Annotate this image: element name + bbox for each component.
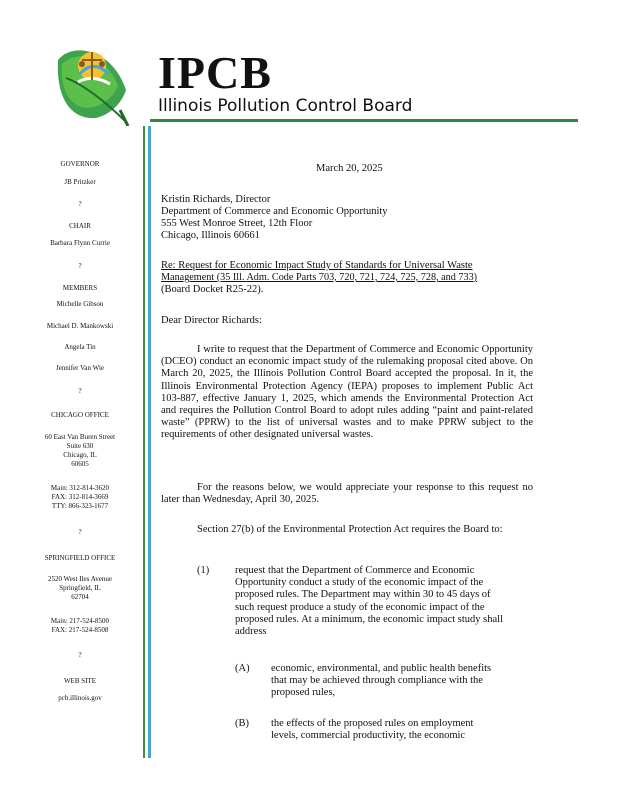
sidebar-chicago-main: Main: 312-814-3620	[50, 484, 110, 492]
body-paragraph: Section 27(b) of the Environmental Protection Act requires the Board to:	[197, 524, 503, 535]
sidebar-member: Jennifer Van Wie	[55, 364, 105, 372]
list-item-label: (1)	[197, 565, 210, 576]
list-item-text: the effects of the proposed rules on employment levels, commercial productivity, the economic	[271, 718, 474, 742]
list-item-text: request that the Department of Commerce and Economic Opportunity conduct a study of the economic impact of the proposed rules. The Department may within 30 to 45 days of such request produce a study of the economic impact of the proposed rules. At a minimum, the economic impact study shall address	[235, 565, 503, 638]
sidebar-separator: ?	[78, 651, 82, 659]
header-divider	[150, 119, 578, 122]
sidebar-governor: JB Pritzker	[64, 178, 96, 186]
sidebar-chicago-heading: CHICAGO OFFICE	[51, 411, 109, 419]
sidebar-separator: ?	[78, 387, 82, 395]
sidebar-chicago-address: 60 East Van Buren Street	[44, 433, 116, 441]
sidebar-member: Michael D. Mankowski	[46, 322, 114, 330]
re-line: (Board Docket R25-22).	[161, 284, 264, 295]
sidebar-chair-heading: CHAIR	[69, 222, 91, 230]
sidebar-governor-heading: GOVERNOR	[60, 160, 100, 168]
list-item-text: economic, environmental, and public health benefits that may be achieved through compliance with the proposed rules,	[271, 663, 492, 699]
sidebar-springfield-main: Main: 217-524-8500	[50, 617, 110, 625]
sidebar-chicago-address: Suite 630	[66, 442, 94, 450]
sidebar-members-heading: MEMBERS	[62, 284, 98, 292]
sidebar-chicago-address: 60605	[71, 460, 89, 468]
header-acronym: IPCB	[158, 47, 272, 98]
sidebar-chair: Barbara Flynn Currie	[50, 239, 110, 247]
recipient-line: 555 West Monroe Street, 12th Floor	[161, 218, 313, 229]
letter-date: March 20, 2025	[316, 163, 383, 174]
sidebar-chicago-fax: FAX: 312-814-3669	[51, 493, 109, 501]
recipient-line: Chicago, Illinois 60661	[161, 230, 260, 241]
sidebar-divider-green	[143, 126, 145, 758]
salutation: Dear Director Richards:	[161, 315, 262, 326]
sidebar-springfield-address: 2520 West Iles Avenue	[48, 575, 112, 583]
sidebar-web-link[interactable]: pcb.illinois.gov	[58, 694, 102, 702]
sidebar-member: Michelle Gibson	[56, 300, 104, 308]
recipient-line: Department of Commerce and Economic Opportunity	[161, 206, 388, 217]
re-line: Management (35 Ill. Adm. Code Parts 703, 720, 721, 724, 725, 728, and 733)	[161, 272, 478, 283]
sidebar-springfield-heading: SPRINGFIELD OFFICE	[44, 554, 116, 562]
sidebar-divider-blue	[148, 126, 151, 758]
sidebar-springfield-address: 62704	[71, 593, 89, 601]
recipient-line: Kristin Richards, Director	[161, 194, 271, 205]
sidebar-chicago-address: Chicago, IL	[63, 451, 97, 459]
sidebar-separator: ?	[78, 262, 82, 270]
body-paragraph: For the reasons below, we would appreciate your response to this request no later than Wednesday, April 30, 2025.	[161, 482, 533, 506]
ipcb-leaf-logo	[52, 40, 132, 126]
re-line: Re: Request for Economic Impact Study of Standards for Universal Waste	[161, 260, 473, 271]
sidebar-member: Angela Tin	[64, 343, 96, 351]
sidebar-separator: ?	[78, 200, 82, 208]
sidebar-chicago-tty: TTY: 866-323-1677	[51, 502, 109, 510]
sidebar-web-heading: WEB SITE	[63, 677, 97, 685]
sidebar-springfield-fax: FAX: 217-524-8508	[51, 626, 109, 634]
body-paragraph: I write to request that the Department of Commerce and Economic Opportunity (DCEO) conduct an economic impact study of the rulemaking proposal cited above. On March 20, 2025, the Illinois Pollution Control Board accepted the proposal. In it, the Illinois Environmental Protection Agency (IEPA) proposes to implement Public Act 103-887, effective January 1, 2025, which amends the Environmental Protection Act and requires the Pollution Control Board to adopt rules adding “paint and paint-related waste” (PPRW) to the list of universal wastes and to make PPRW subject to the requirements of other designated universal wastes.	[161, 344, 533, 441]
list-item-label: (A)	[235, 663, 250, 674]
sidebar-springfield-address: Springfield, IL	[59, 584, 101, 592]
header-full-name: Illinois Pollution Control Board	[158, 96, 413, 116]
list-item-label: (B)	[235, 718, 249, 729]
sidebar-separator: ?	[78, 528, 82, 536]
